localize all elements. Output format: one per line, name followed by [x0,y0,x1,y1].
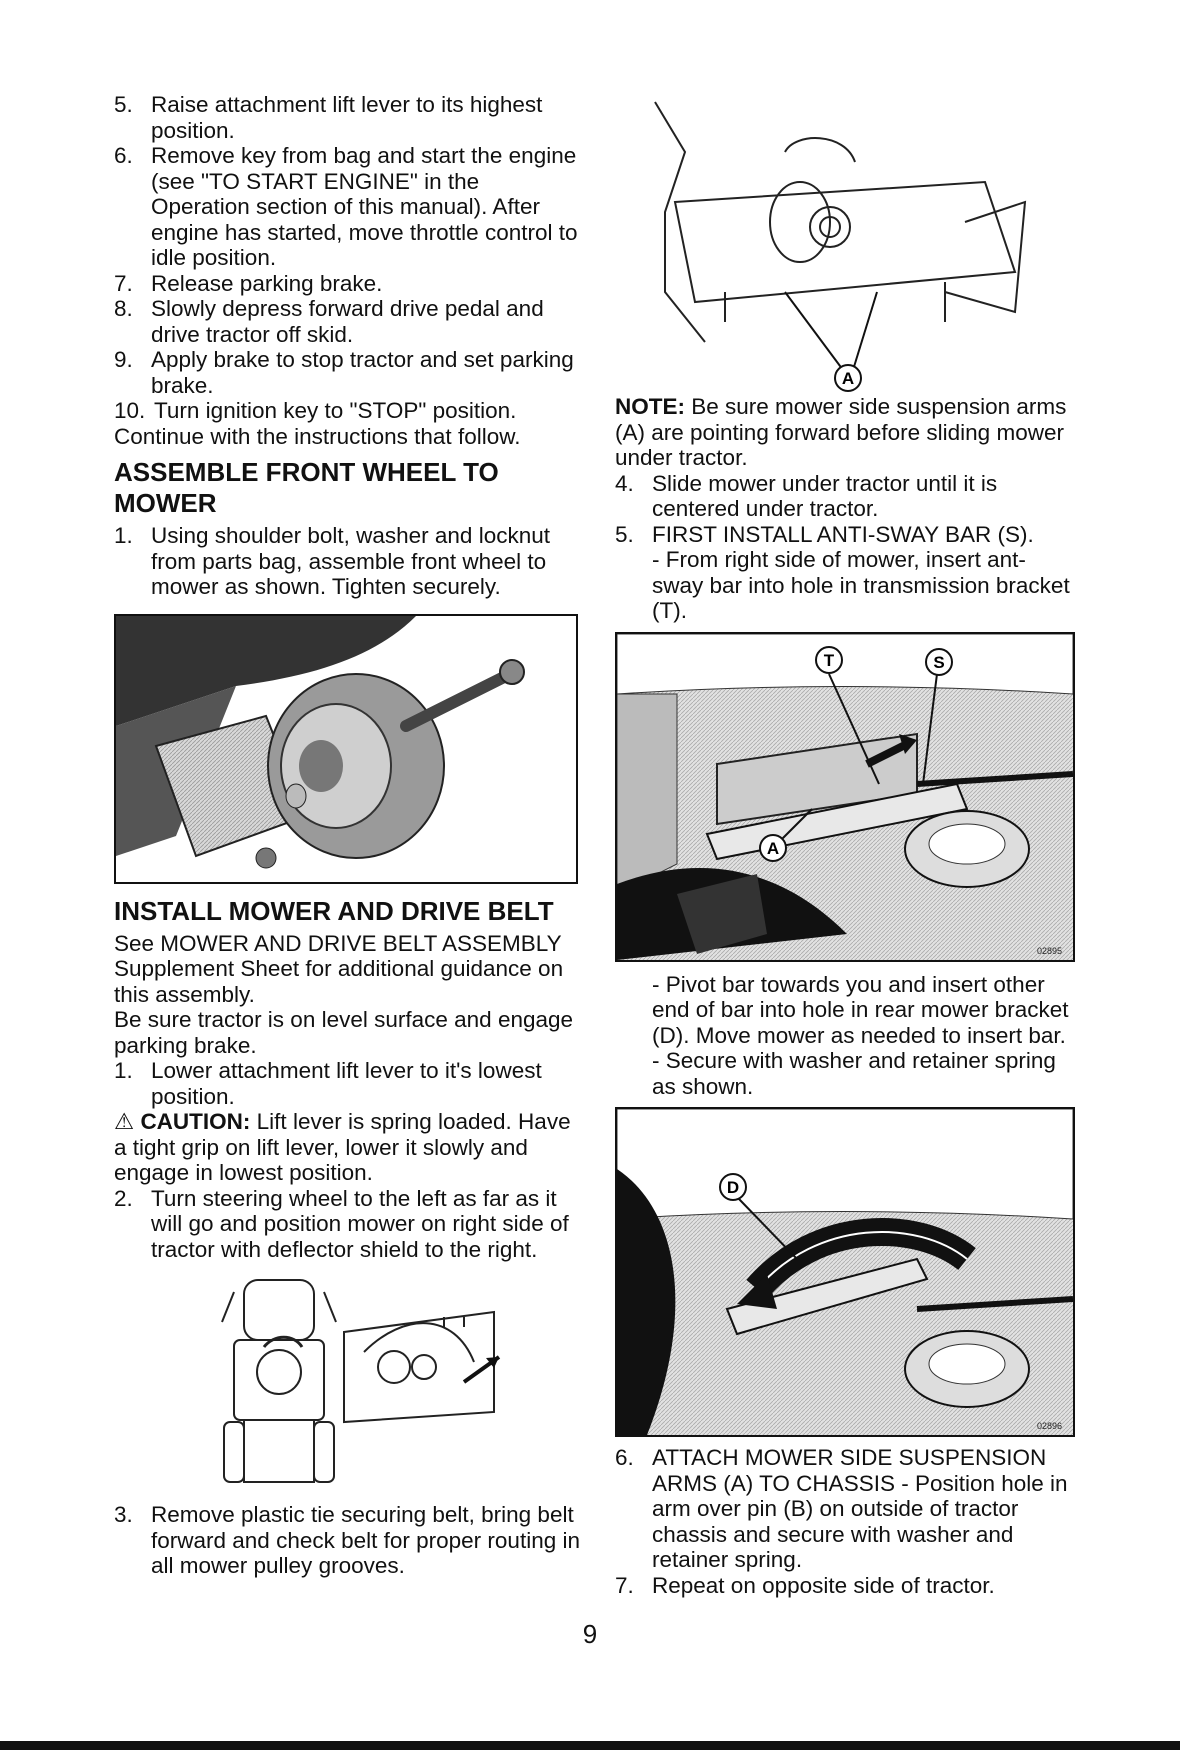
continue-text: Continue with the instructions that follow. [114,423,521,449]
warning-triangle-icon: ⚠ [114,1109,135,1134]
step-5-sub-text: - From right side of mower, insert ant-sway bar into hole in transmission bracket (T). [652,547,1070,623]
figure-label-a2: A [766,838,780,858]
tractor-top-view-illustration [114,1272,580,1496]
right-step-4: 4. Slide mower under tractor until it is centered under tractor. [615,470,998,521]
install-step-1: 1. Lower attachment lift lever to it's lowest position. [114,1058,542,1109]
figure-label-a: A [841,369,855,388]
secure-text: - Secure with washer and retainer spring as shown. [652,1048,1056,1099]
figure-rear-bracket [615,1107,1075,1437]
install-step-3: 3. Remove plastic tie securing belt, bring belt forward and check belt for proper routing in all mower pulley grooves. [114,1502,580,1578]
front-wheel-step-1: 1. Using shoulder bolt, washer and locknut from parts bag, assemble front wheel to mower as shown. Tighten securely. [114,523,550,599]
note-text: Be sure mower side suspension arms (A) are pointing forward before sliding mower under tractor. [615,394,1067,470]
install-paragraph-1: See MOWER AND DRIVE BELT ASSEMBLY Supplement Sheet for additional guidance on this assembly. [114,930,564,1007]
heading-front-wheel: ASSEMBLE FRONT WHEEL TO MOWER [114,457,499,518]
step-6: 6. Remove key from bag and start the engine (see "TO START ENGINE" in the Operation section of this manual). After engine has started, move throttle control to idle position. [114,143,578,270]
page-number: 9 [582,1619,598,1649]
step-9: 9. Apply brake to stop tractor and set parking brake. [114,347,574,398]
figure-label-t: T [823,650,835,670]
left-column [114,92,580,1579]
figure-label-s: S [933,652,945,672]
suspension-arms-illustration [645,92,1045,392]
step-8: 8. Slowly depress forward drive pedal and drive tractor off skid. [114,296,544,347]
figure-anti-sway-bar [615,632,1075,962]
note-label: NOTE: [615,394,685,419]
right-step-7: 7. Repeat on opposite side of tractor. [615,1572,995,1598]
right-step-6: 6. ATTACH MOWER SIDE SUSPENSION ARMS (A) TO CHASSIS - Position hole in arm over pin (B) on outside of tractor chassis and secure with washer and retainer spring. [615,1445,1068,1572]
heading-install-mower: INSTALL MOWER AND DRIVE BELT [114,895,554,926]
install-paragraph-2: Be sure tractor is on level surface and engage parking brake. [114,1007,574,1058]
step-7: 7. Release parking brake. [114,270,383,296]
caution-text: Lift lever is spring loaded. Have a tight grip on lift lever, lower it slowly and engage in lowest position. [114,1109,571,1185]
figure-code-3: 02896 [1037,1421,1063,1431]
figure-tractor-top-view [114,1272,580,1496]
step-5: 5. Raise attachment lift lever to its highest position. [114,92,543,143]
right-column [615,92,1075,1598]
step-10: 10. Turn ignition key to "STOP" position. [114,398,517,423]
pivot-text: - Pivot bar towards you and insert other end of bar into hole in rear mower bracket (D). Move mower as needed to insert bar. [652,971,1069,1048]
install-step-2: 2. Turn steering wheel to the left as far as it will go and position mower on right side of tractor with deflector shield to the right. [114,1185,569,1262]
anti-sway-bar-illustration [617,634,1073,960]
note-paragraph [615,394,1075,471]
right-step-5: 5. FIRST INSTALL ANTI-SWAY BAR (S). [615,521,1034,547]
rear-bracket-illustration [617,1109,1073,1435]
figure-code-2: 02895 [1037,945,1063,956]
caution-label: CAUTION: [140,1109,251,1134]
front-wheel-illustration [116,616,576,882]
figure-suspension-arms [645,92,1045,392]
caution-paragraph [114,1109,580,1186]
figure-front-wheel [114,614,578,884]
figure-label-d: D [726,1178,740,1197]
figure-code: 02032 [508,623,536,635]
bottom-rule [0,1741,1180,1750]
